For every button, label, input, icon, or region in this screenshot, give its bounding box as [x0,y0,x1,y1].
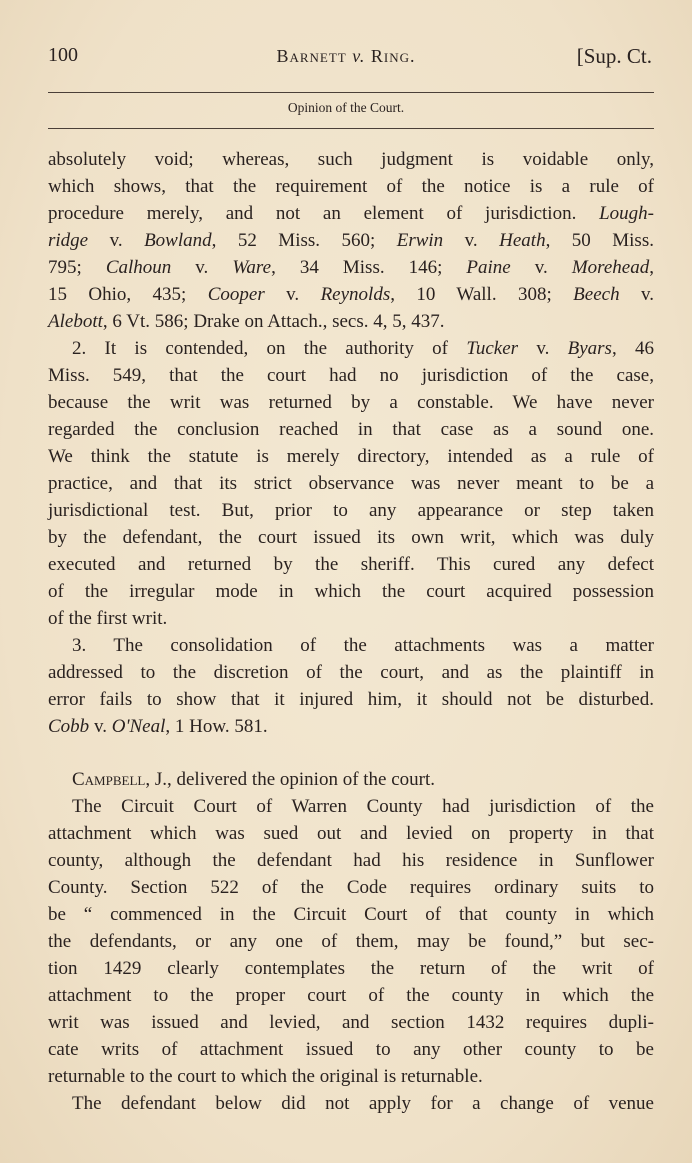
versus: v. [352,46,366,66]
text-segment: by the defendant, the court issued its own writ, which was duly [48,527,654,548]
citation-italic: O'Neal [111,716,166,737]
text-segment: the defendants, or any one of them, may be found,” but sec- [48,931,654,952]
text-line [48,254,654,281]
text-segment: county, although the defendant had his residence in Sunflower [48,850,654,871]
party-b: Ring. [370,46,416,66]
text-segment: tion 1429 clearly contemplates the return of the writ of [48,958,654,979]
text-line [48,713,654,740]
text-line [48,901,654,928]
text-segment: be “ commenced in the Circuit Court of that county in which [48,904,654,925]
citation-italic: Beech [573,284,620,305]
text-line [48,281,654,308]
body-text [48,146,654,1117]
text-segment: attachment to the proper court of the county in which the [48,985,654,1006]
text-segment: cate writs of attachment issued to any other county to be [48,1039,654,1060]
text-line [48,928,654,955]
text-line [48,847,654,874]
text-segment: returnable to the court to which the original is returnable. [48,1066,483,1087]
party-a: Barnett [276,46,347,66]
citation-italic: Cobb [48,716,90,737]
text-segment: procedure merely, and not an element of jurisdiction. [48,203,600,224]
text-line [48,1036,654,1063]
citation-italic: Bowland [144,230,212,251]
text-segment: v. [88,230,145,251]
text-segment: The defendant below did not apply for a change of venue [72,1093,654,1114]
text-line [48,497,654,524]
text-line [48,955,654,982]
text-line [48,200,654,227]
text-segment: regarded the conclusion reached in that case as a sound one. [48,419,654,440]
text-segment: v. [510,257,572,278]
citation-italic: Calhoun [105,257,172,278]
text-segment: executed and returned by the sheriff. This cured any defect [48,554,654,575]
citation-italic: Byars [567,338,612,359]
text-segment: v. [89,716,112,737]
text-segment: , J., delivered the opinion of the court. [145,769,436,790]
text-segment: 795; [48,257,106,278]
text-segment: 3. The consolidation of the attachments was a matter [72,635,654,656]
text-line [48,1090,654,1117]
text-segment: writ was issued and levied, and section 1432 requires dupli- [48,1012,654,1033]
text-line [48,389,654,416]
text-segment: Miss. 549, that the court had no jurisdiction of the case, [48,365,654,386]
citation-italic: Tucker [466,338,519,359]
text-line [48,443,654,470]
citation-italic: Ware [232,257,272,278]
text-segment: , 46 [611,338,654,359]
text-segment: because the writ was returned by a constable. We have never [48,392,654,413]
text-line [48,982,654,1009]
text-line [48,335,654,362]
citation-italic: Alebott [48,311,103,332]
text-segment: error fails to show that it injured him, it should not be disturbed. [48,689,654,710]
text-line [48,1009,654,1036]
court-label: [Sup. Ct. [576,44,652,68]
text-segment: , 1 How. 581. [165,716,268,737]
text-segment: The Circuit Court of Warren County had jurisdiction of the [72,796,654,817]
header-rule-top [48,92,654,93]
text-segment: jurisdictional test. But, prior to any appearance or step taken [48,500,654,521]
text-segment: , 52 Miss. 560; [211,230,397,251]
text-line [48,632,654,659]
text-segment: of the irregular mode in which the court acquired possession [48,581,654,602]
text-segment: County. Section 522 of the Code requires ordinary suits to [48,877,654,898]
text-segment: addressed to the discretion of the court, and as the plaintiff in [48,662,654,683]
text-segment: Campbell [72,769,146,790]
text-line [48,659,654,686]
citation-italic: Reynolds [320,284,391,305]
text-segment: , 10 Wall. 308; [390,284,574,305]
citation-italic: Cooper [207,284,265,305]
citation-italic: Erwin [396,230,444,251]
text-segment: of the first writ. [48,608,168,629]
text-segment: absolutely void; whereas, such judgment is voidable only, [48,149,654,170]
text-segment: which shows, that the requirement of the notice is a rule of [48,176,654,197]
text-line [48,820,654,847]
text-segment: practice, and that its strict observance was never meant to be a [48,473,654,494]
citation-italic: Paine [466,257,511,278]
text-segment: , 6 Vt. 586; Drake on Attach., secs. 4, 5, 437. [102,311,445,332]
header-rule-bottom [48,128,654,129]
text-line [48,874,654,901]
text-line [48,578,654,605]
text-line [48,740,654,766]
text-segment: 15 Ohio, 435; [48,284,208,305]
citation-italic: Morehead [571,257,650,278]
text-line [48,416,654,443]
text-segment: We think the statute is merely directory, intended as a rule of [48,446,654,467]
text-line [48,470,654,497]
text-line [48,686,654,713]
citation-italic: ridge [48,230,89,251]
text-line [48,308,654,335]
section-subheading: Opinion of the Court. [287,100,405,115]
text-segment: , [649,257,654,278]
text-segment: 2. It is contended, on the authority of [72,338,467,359]
text-line [48,362,654,389]
text-segment: v. [518,338,568,359]
text-line [48,524,654,551]
text-segment: v. [171,257,233,278]
citation-italic: Lough- [599,203,654,224]
text-line [48,146,654,173]
text-line [48,1063,654,1090]
text-line [48,766,654,793]
page-number: 100 [48,44,78,66]
text-line [48,605,654,632]
text-line [48,173,654,200]
text-segment: , 34 Miss. 146; [271,257,467,278]
text-segment: , 50 Miss. [545,230,654,251]
text-segment: v. [619,284,654,305]
text-segment: attachment which was sued out and levied on property in that [48,823,654,844]
text-segment: v. [443,230,500,251]
citation-italic: Heath [499,230,546,251]
text-line [48,551,654,578]
text-line [48,227,654,254]
text-segment: v. [264,284,321,305]
text-line [48,793,654,820]
